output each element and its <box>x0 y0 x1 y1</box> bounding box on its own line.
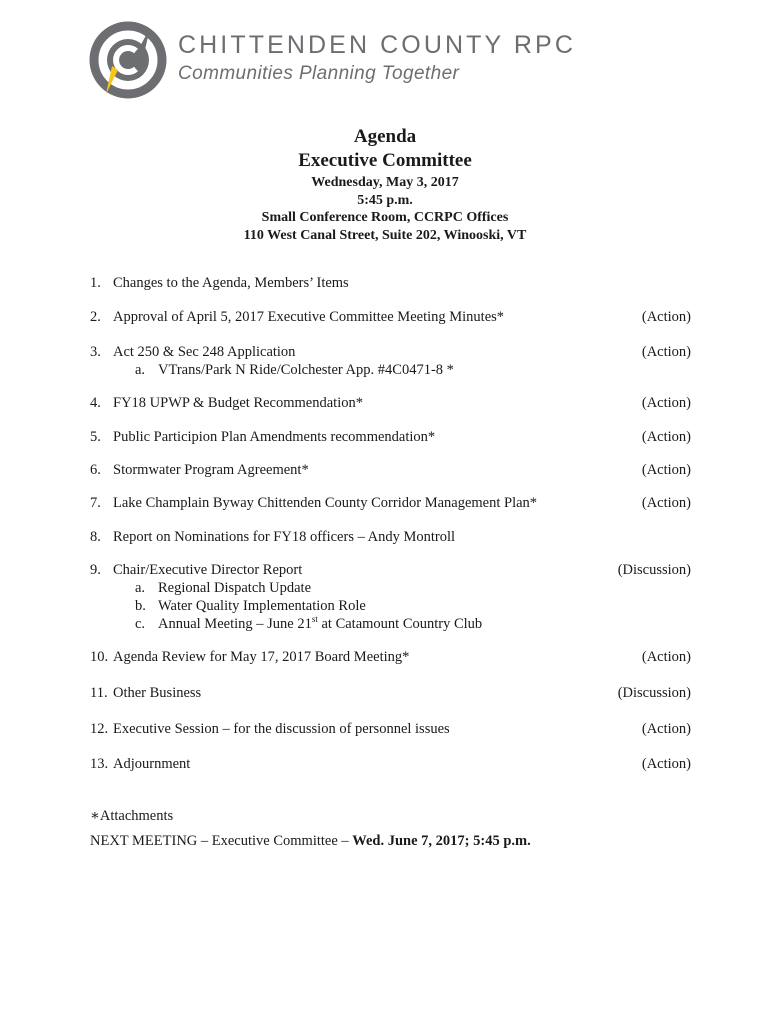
item-action: (Action) <box>641 649 691 665</box>
item-text: Act 250 & Sec 248 Application <box>113 344 296 360</box>
item-number: 5. <box>90 429 101 445</box>
sub-item-text: Water Quality Implementation Role <box>158 598 366 614</box>
ordinal-suffix: st <box>311 614 318 625</box>
item-text: Public Participion Plan Amendments recommendation* <box>113 429 436 445</box>
sub-item-text: VTrans/Park N Ride/Colchester App. #4C0471-8 * <box>158 362 454 378</box>
attachments-note: ∗Attachments <box>90 808 174 824</box>
agenda-title: Agenda <box>353 126 417 147</box>
item-text: FY18 UPWP & Budget Recommendation* <box>113 395 363 411</box>
agenda-item-11 <box>90 684 691 702</box>
next-meeting-date: Wed. June 7, 2017; 5:45 p.m. <box>352 833 531 849</box>
meeting-date: Wednesday, May 3, 2017 <box>311 175 459 190</box>
meeting-room: Small Conference Room, CCRPC Offices <box>261 210 509 225</box>
ccrpc-logo <box>88 20 168 100</box>
agenda-item-7 <box>90 494 691 512</box>
next-meeting <box>90 833 531 850</box>
sub-item-text-rest: at Catamount Country Club <box>317 616 483 632</box>
item-number: 1. <box>90 275 101 291</box>
item-action: (Action) <box>641 344 691 360</box>
sub-item-letter: b. <box>135 598 146 614</box>
sub-item-letter: c. <box>135 616 146 632</box>
item-text: Executive Session – for the discussion of personnel issues <box>113 721 450 737</box>
item-action: (Discussion) <box>617 562 691 578</box>
item-text: Approval of April 5, 2017 Executive Committee Meeting Minutes* <box>113 309 505 325</box>
sub-item <box>90 615 691 633</box>
sub-item <box>90 361 691 379</box>
item-text: Adjournment <box>113 756 191 772</box>
sub-item-letter: a. <box>135 580 146 596</box>
item-action: (Action) <box>641 495 691 511</box>
committee-title: Executive Committee <box>298 150 472 171</box>
item-number: 6. <box>90 462 101 478</box>
item-number: 12. <box>90 721 109 737</box>
agenda-item-8 <box>90 528 691 546</box>
item-text: Stormwater Program Agreement* <box>113 462 309 478</box>
agenda-item-3 <box>90 343 691 379</box>
agenda-item-6 <box>90 461 691 479</box>
item-number: 10. <box>90 649 109 665</box>
item-text: Chair/Executive Director Report <box>113 562 303 578</box>
item-number: 13. <box>90 756 109 772</box>
item-action: (Action) <box>641 721 691 737</box>
item-text: Changes to the Agenda, Members’ Items <box>113 275 349 291</box>
item-number: 2. <box>90 309 101 325</box>
org-name: CHITTENDEN COUNTY RPC <box>178 31 576 59</box>
item-text: Lake Champlain Byway Chittenden County Corridor Management Plan* <box>113 495 538 511</box>
org-tagline: Communities Planning Together <box>178 63 460 84</box>
item-number: 7. <box>90 495 101 511</box>
agenda-item-2 <box>90 308 691 326</box>
sub-item <box>90 579 691 597</box>
agenda-item-10 <box>90 648 691 666</box>
item-action: (Action) <box>641 309 691 325</box>
agenda-item-12 <box>90 720 691 738</box>
item-action: (Action) <box>641 756 691 772</box>
item-text: Other Business <box>113 685 202 701</box>
sub-item-text <box>158 615 482 633</box>
agenda-item-5 <box>90 428 691 446</box>
item-action: (Action) <box>641 429 691 445</box>
agenda-item-9 <box>90 561 691 633</box>
agenda-item-1 <box>90 274 691 292</box>
agenda-item-4 <box>90 394 691 412</box>
item-number: 8. <box>90 529 101 545</box>
item-text: Report on Nominations for FY18 officers – Andy Montroll <box>113 529 456 545</box>
sub-item-text-main: Annual Meeting – June 21 <box>158 616 312 632</box>
item-number: 11. <box>90 685 108 701</box>
item-number: 9. <box>90 562 101 578</box>
item-action: (Action) <box>641 395 691 411</box>
item-text: Agenda Review for May 17, 2017 Board Meeting* <box>113 649 410 665</box>
sub-item <box>90 597 691 615</box>
agenda-item-13 <box>90 755 691 773</box>
item-action: (Discussion) <box>617 685 691 701</box>
next-meeting-label: NEXT MEETING – Executive Committee – <box>90 833 353 849</box>
sub-item-letter: a. <box>135 362 146 378</box>
item-action: (Action) <box>641 462 691 478</box>
sub-item-text: Regional Dispatch Update <box>158 580 312 596</box>
meeting-address: 110 West Canal Street, Suite 202, Winooski, VT <box>243 228 527 243</box>
item-number: 4. <box>90 395 101 411</box>
item-number: 3. <box>90 344 101 360</box>
meeting-time: 5:45 p.m. <box>357 193 413 208</box>
